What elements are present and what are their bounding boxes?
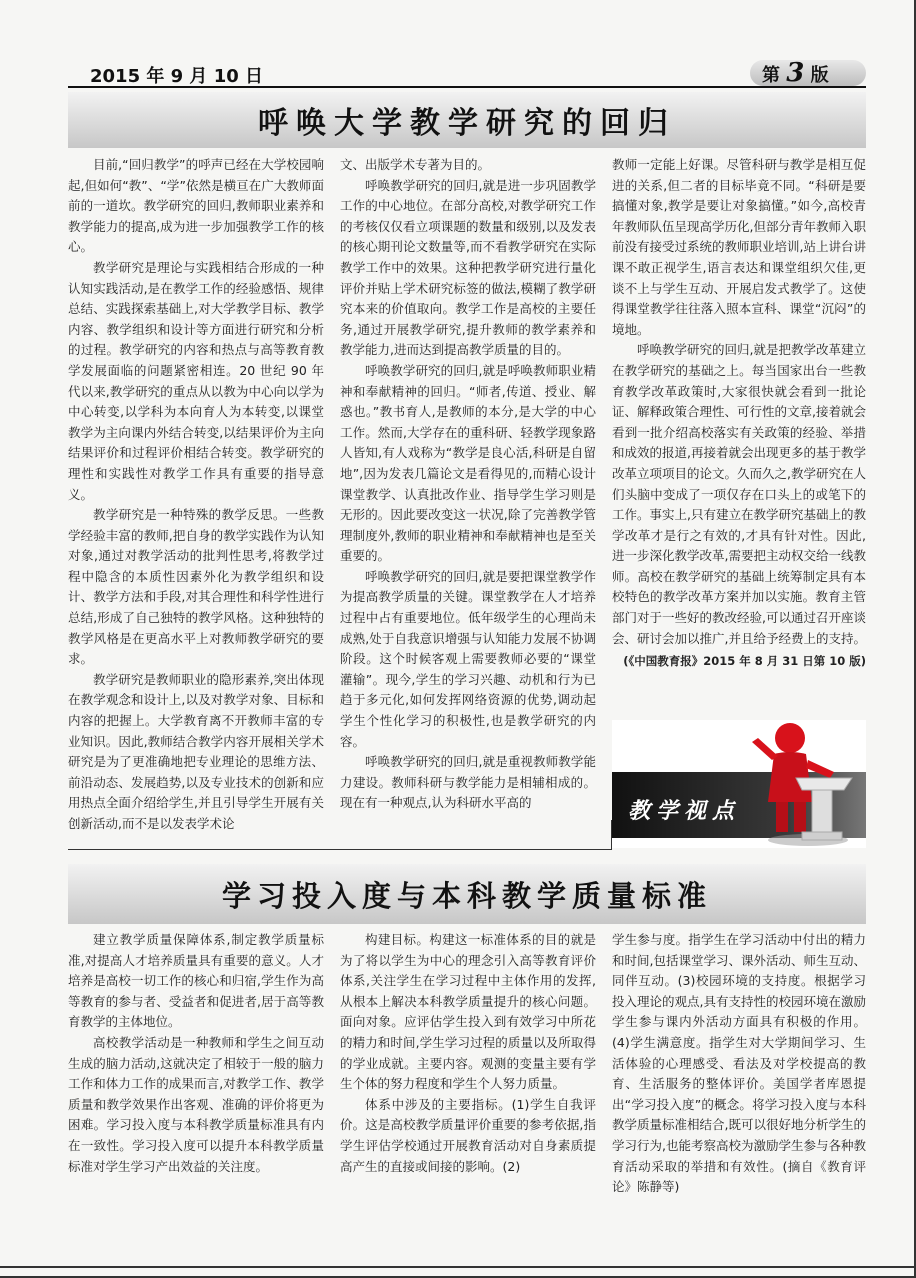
article1-column-3 xyxy=(612,155,866,672)
article2-column-1 xyxy=(68,930,324,1177)
paragraph: 教学研究是一种特殊的教学反思。一些教学经验丰富的教师,把自身的教学实践作为认知对象,通过对教学活动的批判性思考,将教学过程中隐含的本质性因素外化为教学组织和设计、教学方法和手段,对其合理性和科学性进行总结,形成了自己独特的教学风格。这种独特的教学风格是在更高水平上对教师教学研究的要求。 xyxy=(68,507,324,667)
paragraph: 建立教学质量保障体系,制定教学质量标准,对提高人才培养质量具有重要的意义。人才培养是高校一切工作的核心和归宿,学生作为高等教育的参与者、受益者和促进者,居于高等教育教学的主体地位。 xyxy=(68,932,324,1030)
article2-title-bar xyxy=(68,864,866,924)
feature-label: 教学视点 xyxy=(628,798,741,824)
paragraph: 教学研究是教师职业的隐形素养,突出体现在教学观念和设计上,以及对教学对象、目标和内容的把握上。大学教育离不开教师丰富的专业知识。因此,教师结合教学内容开展相关学术研究是为了更准确地把专业理论的思维方法、前沿动态、发展趋势,以及专业技术的创新和应用热点全面介绍给学生,并且引导学生开展有关创新活动,而不是以发表学术论 xyxy=(68,671,324,831)
speaker-podium-illustration xyxy=(612,720,866,848)
article2-column-2 xyxy=(340,930,596,1177)
page-number-value: 3 xyxy=(786,58,805,88)
article1-side-rule xyxy=(611,820,612,850)
article1-title-bar xyxy=(68,92,866,148)
article1-column-1 xyxy=(68,155,324,835)
page-suffix: 版 xyxy=(810,65,829,86)
article1-source: (《中国教育报》2015 年 8 月 31 日第 10 版) xyxy=(623,654,866,669)
paragraph: 呼唤教学研究的回归,就是进一步巩固教学工作的中心地位。在部分高校,对教学研究工作的考核仅仅看立项课题的数量和级别,以及发表的核心期刊论文数量等,而不看教学研究在实际教学工作中的效果。这种把教学研究进行量化评价并贴上学术研究标签的做法,模糊了教学研究本来的价值取向。教学工作是高校的主要任务,通过开展教学研究,提升教师的教学素养和教学能力,进而达到提高教学质量的目的。 xyxy=(340,177,596,358)
paragraph: 呼唤教学研究的回归,就是重视教师教学能力建设。教师科研与教学能力是相辅相成的。现在有一种观点,认为科研水平高的 xyxy=(340,754,596,811)
article1-column-2 xyxy=(340,155,596,814)
feature-graphic xyxy=(612,720,866,848)
article1-title: 呼唤大学教学研究的回归 xyxy=(258,106,676,141)
article2-column-3 xyxy=(612,930,866,1198)
article2-title: 学习投入度与本科教学质量标准 xyxy=(221,878,712,913)
page-prefix: 第 xyxy=(762,65,780,86)
issue-date: 2015 年 9 月 10 日 xyxy=(90,66,264,87)
paragraph: 教学研究是理论与实践相结合形成的一种认知实践活动,是在教学工作的经验感悟、规律总结、实践探索基础上,对大学教学目标、教学内容、教学组织和设计等方面进行研究和分析的过程。教学研究的内容和热点与高等教育教学发展面临的问题紧密相连。20 世纪 90 年代以来,教学研究的重点从以教为中心向以学为中心转变,以学科为本向育人为本转变,以课堂教学为主向课内外结合转变,以结果评价为主向结果评价和过程评价相结合转变。教学研究的理性和实践性对教学工作具有重要的指导意义。 xyxy=(68,259,324,502)
article1-bottom-rule xyxy=(68,849,612,850)
paragraph: 目前,“回归教学”的呼声已经在大学校园响起,但如何“教”、“学”依然是横亘在广大教师面前的一道坎。教学研究的回归,教师职业素养和教学能力的提高,成为进一步加强教学工作的核心。 xyxy=(68,157,324,255)
paragraph: 构建目标。构建这一标准体系的目的就是为了将以学生为中心的理念引入高等教育评价体系,关注学生在学习过程中主体作用的发挥,从根本上解决本科教学质量提升的核心问题。面向对象。应评估学生投入到有效学习中所花的精力和时间,学生学习过程的质量以及所取得的学业成就。主要内容。观测的变量主要有学生个体的努力程度和学生个人努力质量。 xyxy=(340,932,596,1092)
paragraph: 高校教学活动是一种教师和学生之间互动生成的脑力活动,这就决定了相较于一般的脑力工作和体力工作的成果而言,对教学工作、教学质量和教学效果作出客观、准确的评价将更为困难。学习投入度与本科教学质量标准具有内在一致性。学习投入度可以提升本科教学质量标准对学生学习产出效益的关注度。 xyxy=(68,1034,324,1174)
page-number xyxy=(762,58,829,88)
paragraph: 教师一定能上好课。尽管科研与教学是相互促进的关系,但二者的目标毕竟不同。“科研是要搞懂对象,教学是要让对象搞懂。”如今,高校青年教师队伍呈现高学历化,但部分青年教师入职前没有接受过系统的教师职业培训,站上讲台讲课不敢正视学生,语言表达和课堂组织欠佳,更谈不上与学生互动、开展启发式教学了。这使得课堂教学往往落入照本宣科、课堂“沉闷”的境地。 xyxy=(612,157,866,337)
paragraph: 体系中涉及的主要指标。(1)学生自我评价。这是高校教学质量评价重要的参考依据,指学生评估学校通过开展教育活动对自身素质提高产生的直接或间接的影响。(2) xyxy=(340,1096,596,1174)
paragraph: 呼唤教学研究的回归,就是把教学改革建立在教学研究的基础之上。每当国家出台一些教育教学改革政策时,大家很快就会看到一批论证、解释政策合理性、可行性的文章,接着就会看到一批介绍高校落实有关政策的经验、举措和成效的报道,再接着就会出现更多的基于教学改革立项项目的论文。久而久之,教学研究在人们头脑中变成了一项仅存在口头上的或笔下的工作。事实上,只有建立在教学研究基础上的教学改革才是行之有效的,才具有针对性。因此,进一步深化教学改革,需要把主动权交给一线教师。高校在教学研究的基础上统筹制定具有本校特色的教学改革方案并加以实施。教育主管部门对于一些好的教改经验,可以通过召开座谈会、研讨会加以推广,并且给予经费上的支持。 xyxy=(612,342,866,646)
bottom-rule xyxy=(0,1266,916,1268)
paragraph: 文、出版学术专著为目的。 xyxy=(340,157,491,172)
paragraph: 学生参与度。指学生在学习活动中付出的精力和时间,包括课堂学习、课外活动、师生互动、同伴互动。(3)校园环境的支持度。根据学习投入理论的观点,具有支持性的校园环境在激励学生参与课内外活动方面具有积极的作用。(4)学生满意度。指学生对大学期间学习、生活体验的心理感受、看法及对学校提高的教育、生活服务的整体评价。美国学者库恩提出“学习投入度”的概念。将学习投入度与本科教学质量标准相结合,既可以很好地分析学生的学习行为,也能考察高校为激励学生参与各种教育活动采取的举措和有效性。(摘自《教育评论》陈静等) xyxy=(612,932,866,1195)
paragraph: 呼唤教学研究的回归,就是呼唤教师职业精神和奉献精神的回归。“师者,传道、授业、解惑也。”教书育人,是教师的本分,是大学的中心工作。然而,大学存在的重科研、轻教学现象路人皆知,有人戏称为“教学是良心活,科研是自留地”,因为发表几篇论文是看得见的,而精心设计课堂教学、认真批改作业、指导学生学习则是无形的。因此要改变这一状况,除了完善教学管理制度外,教师的职业精神和奉献精神也是至关重要的。 xyxy=(340,362,596,564)
paragraph: 呼唤教学研究的回归,就是要把课堂教学作为提高教学质量的关键。课堂教学在人才培养过程中占有重要地位。低年级学生的心理尚未成熟,处于自我意识增强与认知能力发展不协调阶段。这个时候客观上需要教师必要的“课堂灌输”。现今,学生的学习兴趣、动机和行为已趋于多元化,如何发挥网络资源的优势,调动起学生个性化学习的积极性,也是教学研究的内容。 xyxy=(340,568,596,749)
header-rule xyxy=(68,86,866,88)
